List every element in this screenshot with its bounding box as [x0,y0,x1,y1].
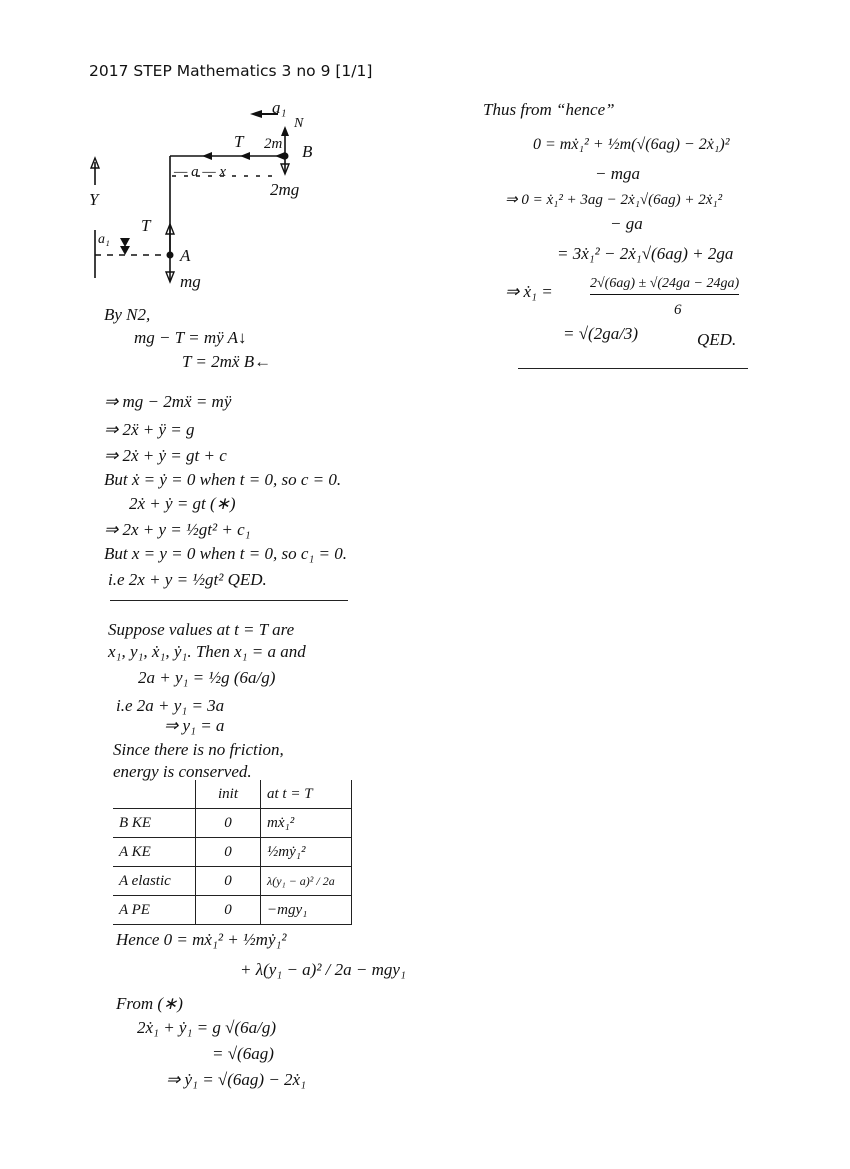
label-a1-left: a₁ [98,232,110,247]
working-line: 2ẋ + ẏ = gt (∗) [129,494,236,513]
working-line: But x = y = 0 when t = 0, so c₁ = 0. [104,544,348,563]
working-line: − mga [595,164,640,183]
table-cell: A elastic [113,867,196,896]
working-line: − ga [610,214,643,233]
table-cell: A KE [113,838,196,867]
label-mg: mg [180,272,201,291]
working-line: ⇒ ẏ₁ = √(6ag) − 2ẋ₁ [166,1070,307,1089]
table-cell: init [196,780,261,809]
label-y: Y [89,190,99,209]
table-row [113,838,352,867]
label-a-minus-x: — a — x [174,164,227,180]
label-t-top: T [234,132,244,151]
working-line: From (∗) [116,994,183,1013]
working-line: 0 = mẋ₁² + ½m(√(6ag) − 2ẋ₁)² [533,136,730,153]
working-line: Suppose values at t = T are [108,620,295,639]
table-cell: 0 [196,838,261,867]
table-row [113,867,352,896]
working-line: x₁, y₁, ẋ₁, ẏ₁. Then x₁ = a and [108,642,306,661]
divider-rule [110,600,348,601]
label-2mg: 2mg [270,180,300,199]
table-cell: A PE [113,896,196,925]
label-b: B [302,142,313,161]
working-line: ⇒ 0 = ẋ₁² + 3ag − 2ẋ₁√(6ag) + 2ẋ₁² [505,192,723,208]
label-a1-top: a₁ [272,98,287,117]
working-line: = √(6ag) [212,1044,274,1063]
working-line: Since there is no friction, [113,740,284,759]
working-line: By N2, [104,305,151,324]
working-line: Thus from “hence” [483,100,615,119]
working-line: 2ẋ₁ + ẏ₁ = g √(6a/g) [137,1018,276,1037]
working-line: 2a + y₁ = ½g (6a/g) [138,668,276,687]
label-2m: 2m [264,136,283,152]
working-line: = √(2ga/3) [563,324,639,343]
table-row [113,896,352,925]
working-line: i.e 2x + y = ½gt² QED. [108,570,267,589]
energy-table [113,780,352,925]
page-title: 2017 STEP Mathematics 3 no 9 [1/1] [89,62,373,80]
working-line: + λ(y₁ − a)² / 2a − mgy₁ [240,960,406,979]
table-cell: B KE [113,809,196,838]
divider-rule [518,368,748,369]
table-cell: ½mẏ₁² [261,838,352,867]
working-line: But ẋ = ẏ = 0 when t = 0, so c = 0. [104,470,342,489]
table-cell [113,780,196,809]
table-cell: −mgy₁ [261,896,352,925]
label-t-left: T [141,216,151,235]
table-cell: 0 [196,896,261,925]
table-cell: at t = T [261,780,352,809]
working-line: Hence 0 = mẋ₁² + ½mẏ₁² [116,930,287,949]
label-n: N [294,116,304,131]
table-cell: 0 [196,809,261,838]
working-line: ⇒ 2ẋ + ẏ = gt + c [104,446,227,465]
working-line: = 3ẋ₁² − 2ẋ₁√(6ag) + 2ga [557,244,734,263]
table-cell: mẋ₁² [261,809,352,838]
working-line: energy is conserved. [113,762,252,781]
fraction-denominator: 6 [674,302,682,318]
diagram-drawing [80,100,313,300]
working-line: ⇒ 2x + y = ½gt² + c₁ [104,520,251,539]
table-row [113,809,352,838]
working-line: ⇒ mg − 2mẍ = mÿ [104,392,232,411]
working-line: T = 2mẍ B← [182,352,272,371]
label-a: A [180,246,191,265]
fraction-numerator: 2√(6ag) ± √(24ga − 24ga) [590,276,739,295]
table-cell: 0 [196,867,261,896]
working-line: ⇒ 2ẍ + ÿ = g [104,420,195,439]
working-line: ⇒ ẋ₁ = [505,282,553,301]
working-line: mg − T = mÿ A↓ [134,328,247,347]
working-line: i.e 2a + y₁ = 3a [116,696,225,715]
table-cell: λ(y₁ − a)² / 2a [261,867,352,896]
working-line: QED. [697,330,737,349]
working-line: ⇒ y₁ = a [164,716,225,735]
table-header-row [113,780,352,809]
